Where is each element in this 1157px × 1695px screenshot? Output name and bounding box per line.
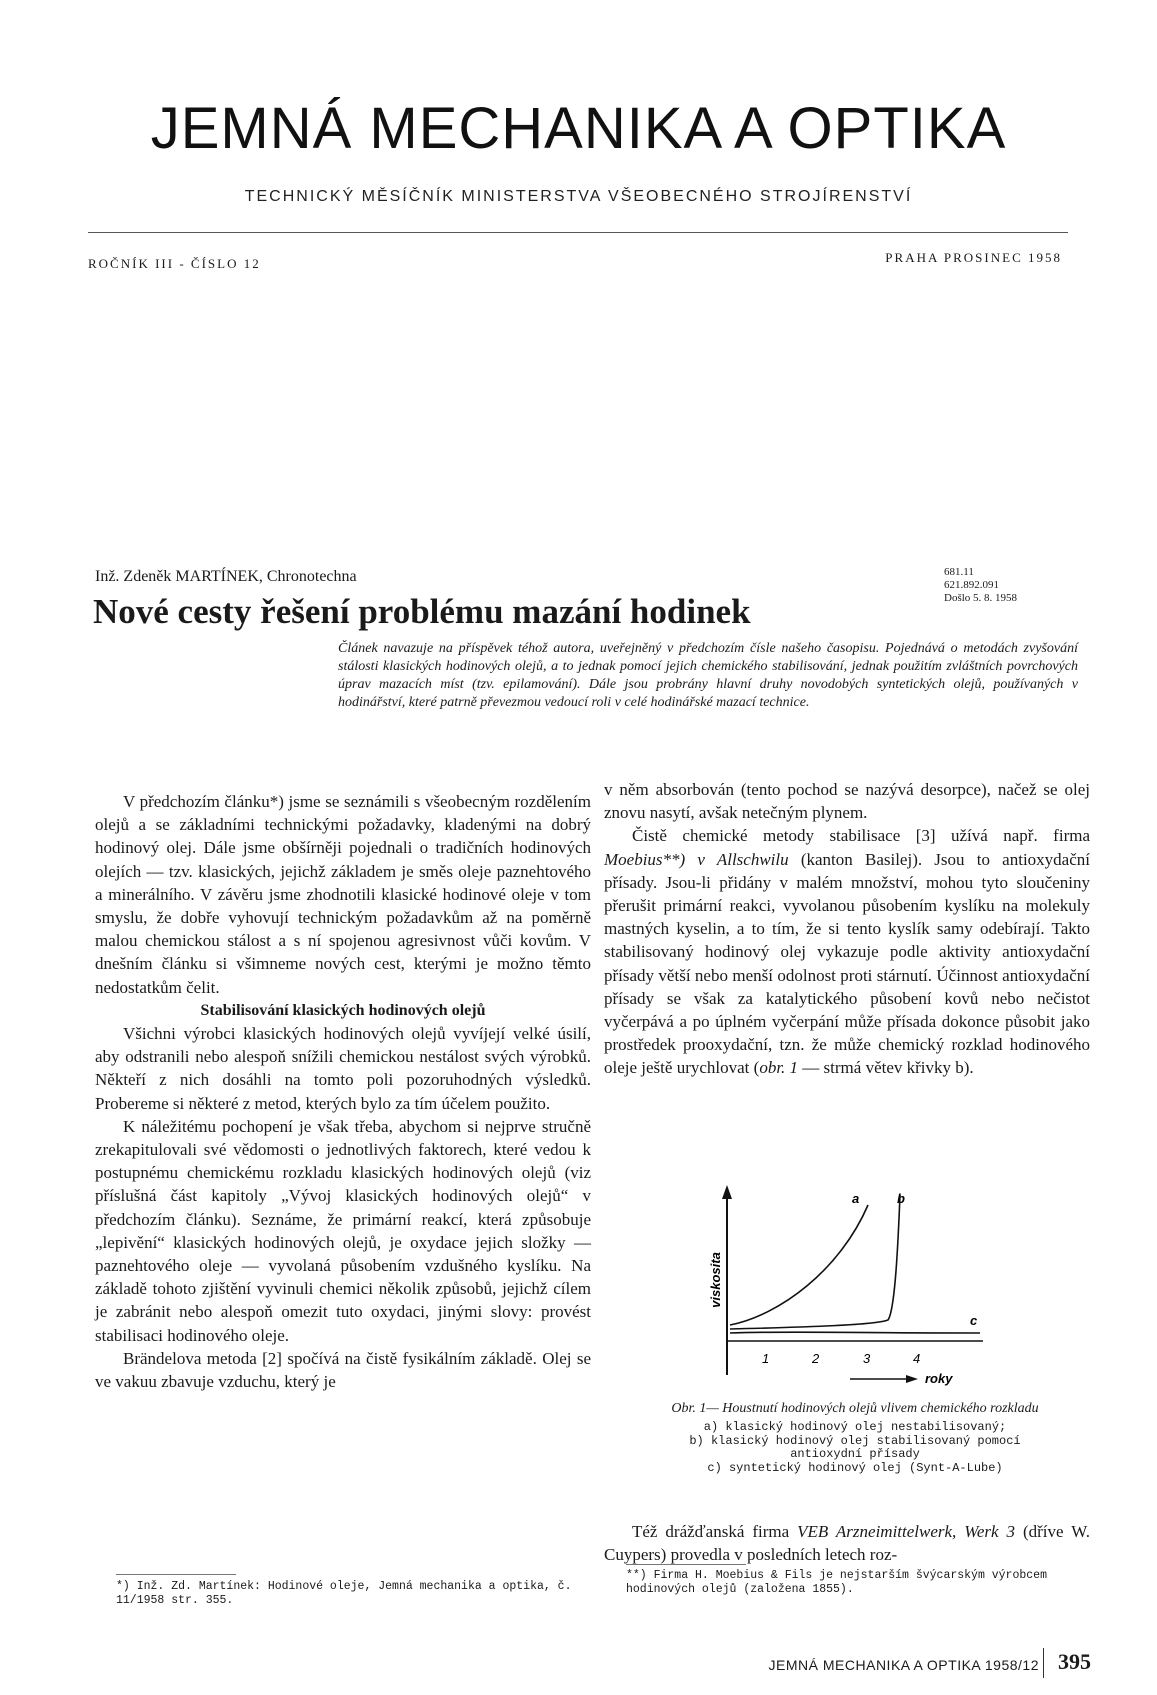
text-column-right-continued (604, 1520, 1090, 1566)
article-author: Inž. Zdeněk MARTÍNEK, Chronotechna (95, 568, 357, 585)
received-date: Došlo 5. 8. 1958 (944, 592, 1018, 604)
y-axis-arrow (722, 1185, 732, 1199)
footnote-rule (116, 1574, 236, 1575)
udc-codes (944, 566, 1017, 605)
footer-divider (1043, 1648, 1044, 1678)
tick-label: 3 (863, 1351, 871, 1366)
caption-legend (660, 1421, 1050, 1475)
footnote-rule (626, 1564, 746, 1565)
volume-issue: ROČNÍK III - ČÍSLO 12 (88, 256, 261, 271)
figure-viscosity-chart (700, 1175, 1000, 1390)
footnote-2: **) Firma H. Moebius & Fils je nejstarším švýcarským výrobcem hodinových olejů (založena 1855). (626, 1569, 1047, 1596)
section-heading: Stabilisování klasických hodinových olejů (200, 1001, 486, 1019)
text-column-left (95, 790, 591, 1393)
x-arrow-head (906, 1375, 918, 1383)
paragraph: Též drážďanská firma VEB Arzneimittelwerk, Werk 3 (dříve W. Cuypers) provedla v posledních letech roz- (604, 1522, 1090, 1565)
journal-subtitle: TECHNICKÝ MĚSÍČNÍK MINISTERSTVA VŠEOBECNÉHO STROJÍRENSTVÍ (244, 188, 913, 205)
journal-title: JEMNÁ MECHANIKA A OPTIKA (150, 96, 1007, 161)
caption-title: Obr. 1— Houstnutí hodinových olejů vlivem chemického rozkladu (671, 1401, 1039, 1416)
article-abstract: Článek navazuje na příspěvek téhož autora, uveřejněný v předchozím čísle našeho časopisu. Pojednává o metodách zvyšování stálosti klasických hodinových olejů, a to jednak pomocí jejich chemického stabilisování, jednak použitím zvláštních povrchových úprav mazacích míst (tzv. epilamování). Dále jsou probrány hlavní druhy novodobých syntetických olejů, používaných v hodinářství, které patrně převezmou vedoucí roli v celé hodinářské mazací technice. (338, 641, 1078, 710)
legend-a: a) klasický hodinový olej nestabilisovaný; (703, 1420, 1007, 1434)
figure-ref: obr. 1 (759, 1058, 799, 1078)
paragraph: K náležitému pochopení je však třeba, abychom si nejprve stručně zrekapitulovali své vědomosti o jednotlivých faktorech, které vedou k postupnému chemickému rozkladu klasických hodinových olejů (viz příslušná část kapitoly „Vývoj klasických hodinových olejů“ v předchozím článku). Seznáme, že primární reakcí, která způsobuje „lepivění“ klasických hodinových olejů, je oxydace jejich složky — paznehtového oleje — vyvolaná působením vzdušného kyslíku. Na základě tohoto zjištění vyvinuli chemici několik způsobů, jejichž cílem je zabránit nebo alespoň omezit tuto oxydaci, jinými slovy: provést stabilisaci hodinového oleje. (95, 1116, 591, 1345)
tick-label: 4 (913, 1351, 921, 1366)
firm-name: VEB Arzneimittelwerk, Werk 3 (797, 1522, 1016, 1541)
place-date: PRAHA PROSINEC 1958 (885, 250, 1062, 265)
firm-name: Moebius**) v Allschwilu (604, 849, 789, 869)
paragraph: Brändelova metoda [2] spočívá na čistě fysikálním základě. Olej se ve vakuu zbavuje vzduchu, který je (95, 1348, 591, 1392)
udc-code-1: 681.11 (944, 566, 974, 578)
legend-b: b) klasický hodinový olej stabilisovaný pomocí antioxydní přísady (689, 1433, 1021, 1461)
masthead-rule (88, 232, 1068, 233)
curve-a (730, 1205, 868, 1325)
tick-label: 2 (812, 1351, 820, 1366)
curve-b (730, 1195, 900, 1329)
x-axis-label: roky (925, 1371, 953, 1386)
footer-journal: JEMNÁ MECHANIKA A OPTIKA 1958/12 (768, 1657, 1039, 1673)
paragraph: v něm absorbován (tento pochod se nazývá desorpce), načež se olej znovu nasytí, avšak netečným plynem. (604, 780, 1090, 823)
figure-caption (660, 1400, 1050, 1475)
paragraph: V předchozím článku*) jsme se seznámili s všeobecným rozdělením olejů a se základními technickými požadavky, kladenými na dobrý hodinový olej. Dále jsme obšírněji pojednali o tradičních hodinových olejích — tzv. klasických, jejichž základem je směs oleje paznehtového a minerálního. V závěru jsme zhodnotili klasické hodinové oleje v tom smyslu, že dobře vyhovují technickým požadavkům až na poměrně malou chemickou stálost a s ní spojenou agresivnost vůči kovům. V dnešním článku si všimneme nových cest, kterými je možno těmto nedostatkům čelit. (95, 792, 591, 997)
footnote-1: *) Inž. Zd. Martínek: Hodinové oleje, Jemná mechanika a optika, č. 11/1958 str. 355. (116, 1580, 572, 1607)
paragraph: Všichni výrobci klasických hodinových olejů vyvíjejí velké úsilí, aby odstranili nebo alespoň snížili chemickou nestálost svých výrobků. Někteří z nich dosáhli na tomto poli pozoruhodných výsledků. Probereme si některé z metod, kterých bylo za tím účelem použito. (95, 1024, 591, 1113)
y-axis-label: viskosita (708, 1252, 723, 1308)
paragraph: Čistě chemické metody stabilisace [3] užívá např. firma Moebius**) v Allschwilu (kanton Basilej). Jsou to antioxydační přísady. Jsou-li přidány v malém množství, mohou tyto sloučeniny přerušit primární reakci, vyvolanou působením kyslíku na molekuly mastných kyselin, a to tím, že si tento kyslík samy odebírají. Takto stabilisovaný hodinový olej vykazuje podle aktivity antioxydační přísady větší nebo menší odolnost proti stárnutí. Účinnost antioxydační přísady se však za katalytického působení kovů nebo nečistot vyčerpává a po úplném vyčerpání může přísada dokonce působit jako prostředek prooxydační, tzn. že může chemický rozklad hodinového oleje ještě urychlovat (obr. 1 — strmá větev křivky b). (604, 826, 1090, 1078)
text-column-right (604, 778, 1090, 1080)
curve-label-a: a (852, 1191, 860, 1206)
page-number: 395 (1058, 1649, 1091, 1674)
curve-c (730, 1332, 980, 1333)
article-title: Nové cesty řešení problému mazání hodinek (93, 592, 751, 631)
udc-code-2: 621.892.091 (944, 579, 999, 591)
legend-c: c) syntetický hodinový olej (Synt-A-Lube) (707, 1460, 1003, 1475)
curve-label-c: c (970, 1313, 978, 1328)
curve-label-b: b (897, 1191, 905, 1206)
tick-label: 1 (762, 1351, 770, 1366)
